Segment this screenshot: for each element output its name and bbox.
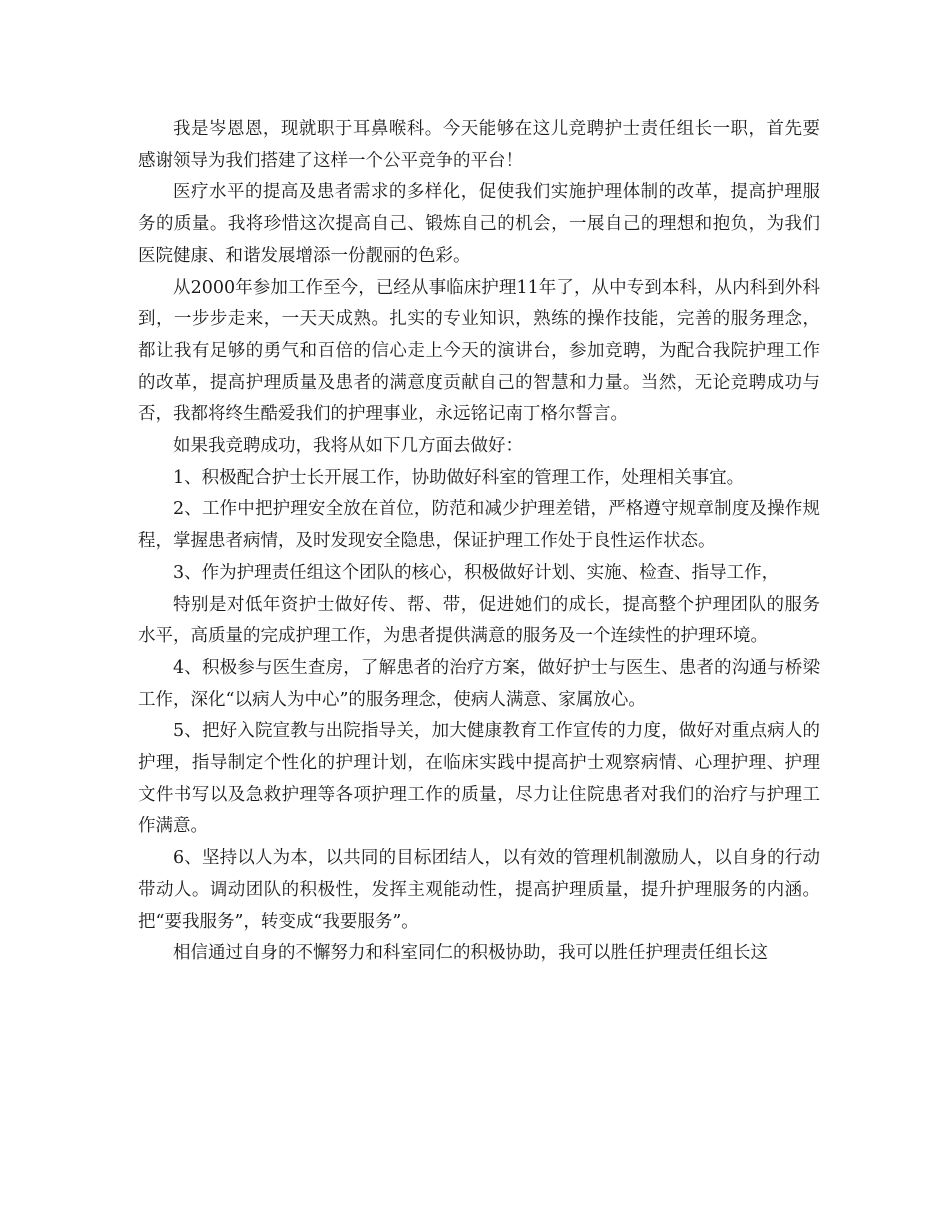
paragraph-closing: 相信通过自身的不懈努力和科室同仁的积极协助，我可以胜任护理责任组长这 [173,943,768,964]
paragraph-item-6: 6、坚持以人为本，以共同的目标团结人，以有效的管理机制激励人，以自身的行动带动人。调动团队的积极性，发挥主观能动性，提高护理质量，提升护理服务的内涵。把“要我服务”，转变成“我要服务”。 [138,848,820,932]
paragraph-item-1: 1、积极配合护士长开展工作，协助做好科室的管理工作，处理相关事宜。 [173,467,745,488]
paragraph-item-2: 2、工作中把护理安全放在首位，防范和减少护理差错，严格遵守规章制度及操作规程，掌握患者病情，及时发现安全隐患，保证护理工作处于良性运作状态。 [138,499,820,552]
paragraph-motivation: 医疗水平的提高及患者需求的多样化，促使我们实施护理体制的改革，提高护理服务的质量。我将珍惜这次提高自己、锻炼自己的机会，一展自己的理想和抱负，为我们医院健康、和谐发展增添一份靓丽的色彩。 [138,182,820,266]
paragraph-item-5: 5、把好入院宣教与出院指导关，加大健康教育工作宣传的力度，做好对重点病人的护理，指导制定个性化的护理计划，在临床实践中提高护士观察病情、心理护理、护理文件书写以及急救护理等各项护理工作的质量，尽力让住院患者对我们的治疗与护理工作满意。 [138,721,820,837]
paragraph-intro: 我是岑恩恩，现就职于耳鼻喉科。今天能够在这儿竞聘护士责任组长一职，首先要感谢领导为我们搭建了这样一个公平竞争的平台！ [138,119,820,171]
paragraph-plan-intro: 如果我竞聘成功，我将从如下几方面去做好： [173,436,523,457]
paragraph-item-4: 4、积极参与医生查房，了解患者的治疗方案，做好护士与医生、患者的沟通与桥梁工作，深化“以病人为中心”的服务理念，使病人满意、家属放心。 [138,657,820,710]
paragraph-item-3-continued: 特别是对低年资护士做好传、帮、带，促进她们的成长，提高整个护理团队的服务水平，高质量的完成护理工作，为患者提供满意的服务及一个连续性的护理环境。 [138,594,820,647]
document-body [138,114,820,970]
paragraph-item-3: 3、作为护理责任组这个团队的核心，积极做好计划、实施、检查、指导工作， [173,562,780,583]
paragraph-experience: 从2000年参加工作至今，已经从事临床护理11年了，从中专到本科，从内科到外科到，一步步走来，一天天成熟。扎实的专业知识，熟练的操作技能，完善的服务理念，都让我有足够的勇气和百倍的信心走上今天的演讲台，参加竞聘，为配合我院护理工作的改革，提高护理质量及患者的满意度贡献自己的智慧和力量。当然，无论竞聘成功与否，我都将终生酷爱我们的护理事业，永远铭记南丁格尔誓言。 [138,277,820,425]
